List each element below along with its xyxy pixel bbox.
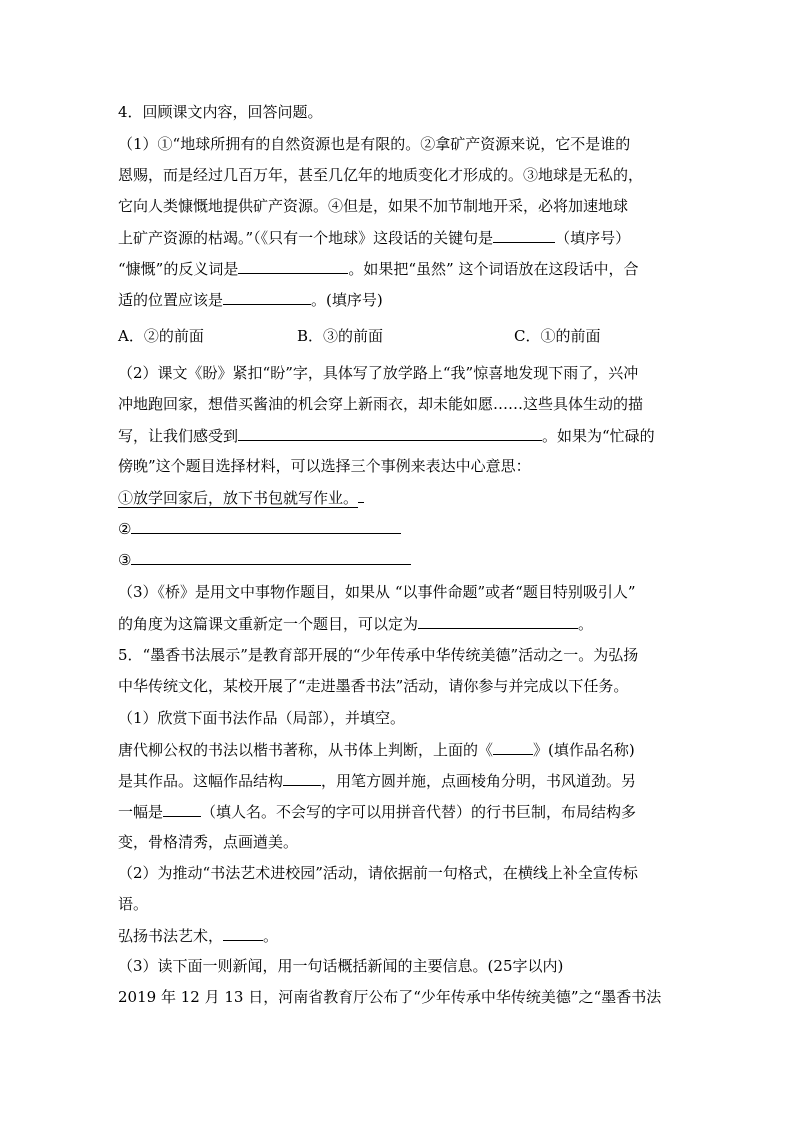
q5-2-line-3-tail: 。	[263, 927, 279, 945]
q5-3-line-2: 2019 年 12 月 13 日，河南省教育厅公布了“少年传承中华传统美德”之“墨香书法	[118, 988, 662, 1006]
q4-1-line-6-text: 适的位置应该是	[118, 291, 224, 309]
key-sentence-blank[interactable]	[493, 227, 555, 243]
example-1	[118, 487, 364, 508]
q5-line-1: 5．“墨香书法展示”是教育部开展的“少年传承中华传统美德”活动之一。为弘扬	[118, 646, 639, 664]
q5-1-line-5: 变，骨格清秀，点画遒美。	[118, 833, 299, 851]
q5-1-line-3-tail: ，用笔方圆并施，点画棱角分明，书风道劲。另	[321, 772, 637, 790]
q4-title: 4．回顾课文内容，回答问题。	[118, 103, 323, 121]
q4-3-line-2	[118, 613, 593, 634]
q4-2-line-3	[118, 425, 655, 446]
structure-blank[interactable]	[283, 770, 321, 786]
q4-2-line-3-text: 写，让我们感受到	[118, 427, 239, 445]
q4-2-line-3-tail: 。如果为“忙碌的	[542, 427, 655, 445]
q5-1-line-1: （1）欣赏下面书法作品（局部），并填空。	[118, 709, 406, 727]
q5-2-line-3	[118, 925, 278, 946]
example-3-marker: ③	[118, 551, 132, 569]
q5-1-line-2-text: 唐代柳公权的书法以楷书著称，从书体上判断，上面的《	[118, 741, 494, 759]
q4-1-line-5-tail: 。如果把“虽然” 这个词语放在这段话中，合	[348, 260, 639, 278]
slogan-blank[interactable]	[223, 925, 263, 941]
q5-1-line-3	[118, 770, 636, 791]
person-name-blank[interactable]	[163, 801, 201, 817]
q4-1-line-4-tail: （填序号）	[555, 229, 631, 247]
q4-1-line-6-tail: 。(填序号)	[311, 291, 383, 309]
option-c[interactable]: C．①的前面	[514, 327, 601, 345]
q5-1-line-4-tail: （填人名。不会写的字可以用拼音代替）的行书巨制，布局结构多	[201, 803, 637, 821]
q4-1-line-4	[118, 227, 630, 248]
position-blank[interactable]	[223, 289, 311, 305]
q4-2-line-2: 冲地跑回家，想借买酱油的机会穿上新雨衣，却未能如愿……这些具体生动的描	[118, 395, 644, 413]
q5-1-line-2-tail: 》(填作品名称)	[533, 741, 635, 759]
q4-2-line-4: 傍晚”这个题目选择材料，可以选择三个事例来表达中心意思：	[118, 457, 531, 475]
q4-3-line-2-tail: 。	[578, 615, 594, 633]
q5-3-line-1: （3）读下面一则新闻，用一句话概括新闻的主要信息。(25字以内)	[118, 957, 564, 975]
option-a[interactable]: A．②的前面	[118, 327, 204, 345]
q5-1-line-4	[118, 801, 636, 822]
q5-1-line-4-text: 一幅是	[118, 803, 164, 821]
q5-1-line-2	[118, 739, 635, 760]
q4-3-line-2-text: 的角度为这篇课文重新定一个题目，可以定为	[118, 615, 419, 633]
example-3	[118, 549, 411, 570]
example-1-underline	[358, 487, 364, 503]
antonym-blank[interactable]	[238, 258, 348, 274]
new-title-blank[interactable]	[418, 613, 578, 629]
example-3-blank[interactable]	[131, 549, 411, 565]
q4-1-line-5	[118, 258, 638, 279]
q5-2-line-2: 语。	[118, 895, 149, 913]
example-2-marker: ②	[118, 520, 132, 538]
q5-line-2: 中华传统文化，某校开展了“走进墨香书法”活动，请你参与并完成以下任务。	[118, 677, 629, 695]
q4-1-line-6	[118, 289, 383, 310]
q5-2-line-1: （2）为推动“书法艺术进校园”活动，请依据前一句格式，在横线上补全宣传标	[118, 864, 638, 882]
q4-2-line-1: （2）课文《盼》紧扣“盼”字，具体写了放学路上“我”惊喜地发现下雨了，兴冲	[118, 364, 639, 382]
work-name-blank[interactable]	[493, 739, 533, 755]
feeling-blank[interactable]	[238, 425, 542, 441]
q5-2-line-3-text: 弘扬书法艺术，	[118, 927, 224, 945]
q4-1-line-5-text: “慷慨”的反义词是	[118, 260, 239, 278]
example-1-text: ①放学回家后，放下书包就写作业。	[118, 489, 359, 507]
example-2	[118, 518, 401, 539]
q4-1-line-1: （1）①“地球所拥有的自然资源也是有限的。②拿矿产资源来说，它不是谁的	[118, 135, 631, 153]
q4-1-line-4-text: 上矿产资源的枯竭。”（《只有一个地球》这段话的关键句是	[118, 229, 494, 247]
q4-1-line-3: 它向人类慷慨地提供矿产资源。④但是，如果不加节制地开采，必将加速地球	[118, 197, 629, 215]
q4-3-line-1: （3）《桥》是用文中事物作题目，如果从 “以事件命题”或者“题目特别吸引人”	[118, 583, 636, 601]
example-2-blank[interactable]	[131, 518, 401, 534]
q5-1-line-3-text: 是其作品。这幅作品结构	[118, 772, 284, 790]
q4-1-line-2: 恩赐，而是经过几百万年，甚至几亿年的地质变化才形成的。③地球是无私的，	[118, 166, 644, 184]
option-b[interactable]: B．③的前面	[297, 327, 384, 345]
